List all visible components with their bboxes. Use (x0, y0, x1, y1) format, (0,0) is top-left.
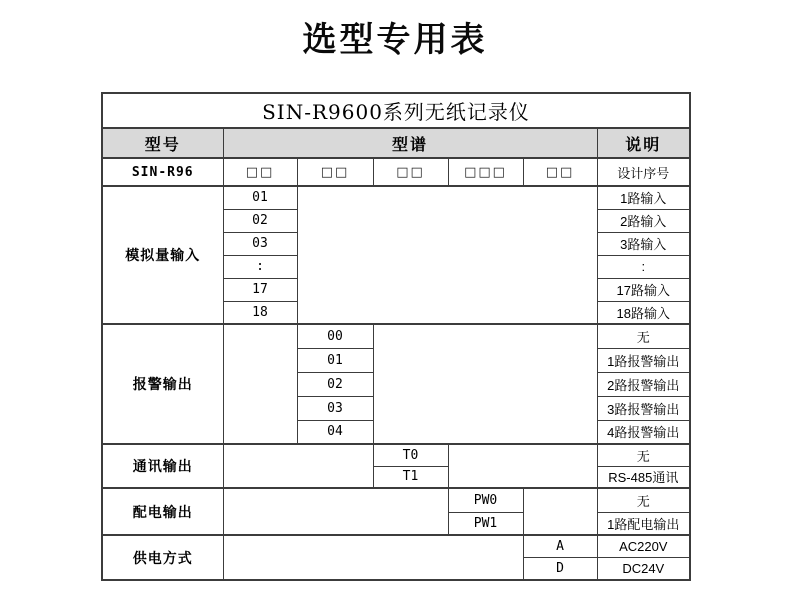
empty-spectrum-cell (223, 535, 523, 580)
code-cell: 17 (223, 278, 297, 301)
desc-cell: RS-485通讯 (597, 466, 690, 488)
desc-cell: 无 (597, 324, 690, 348)
model-code: SIN-R96 (102, 158, 223, 186)
selection-table (101, 92, 691, 581)
header-model: 型号 (102, 128, 223, 158)
spectrum-placeholder-5: □□ (523, 158, 597, 186)
desc-cell: 2路输入 (597, 209, 690, 232)
desc-cell: AC220V (597, 535, 690, 557)
desc-cell: 3路报警输出 (597, 396, 690, 420)
code-cell: PW0 (448, 488, 523, 512)
table-row (102, 186, 690, 209)
desc-cell: 无 (597, 488, 690, 512)
spectrum-placeholder-4: □□□ (448, 158, 523, 186)
section-label-comm-output: 通讯输出 (102, 444, 223, 488)
empty-spectrum-cell (223, 324, 297, 444)
code-cell: A (523, 535, 597, 557)
header-spectrum: 型谱 (223, 128, 597, 158)
section-label-power-supply: 供电方式 (102, 535, 223, 580)
empty-spectrum-cell (448, 444, 597, 488)
spectrum-placeholder-3: □□ (373, 158, 448, 186)
desc-cell: 3路输入 (597, 232, 690, 255)
code-cell: 00 (297, 324, 373, 348)
code-cell: D (523, 557, 597, 580)
desc-cell: 1路报警输出 (597, 348, 690, 372)
series-title: SIN-R9600系列无纸记录仪 (102, 93, 690, 128)
table-row (102, 93, 690, 128)
empty-spectrum-cell (373, 324, 597, 444)
desc-cell: 17路输入 (597, 278, 690, 301)
code-cell: T1 (373, 466, 448, 488)
desc-cell: 2路报警输出 (597, 372, 690, 396)
desc-cell: 1路输入 (597, 186, 690, 209)
header-description: 说明 (597, 128, 690, 158)
table-row (102, 128, 690, 158)
code-cell: 01 (223, 186, 297, 209)
desc-cell: 18路输入 (597, 301, 690, 324)
code-cell: 18 (223, 301, 297, 324)
section-label-analog-input: 模拟量输入 (102, 186, 223, 324)
section-label-alarm-output: 报警输出 (102, 324, 223, 444)
spectrum-placeholder-2: □□ (297, 158, 373, 186)
spectrum-placeholder-1: □□ (223, 158, 297, 186)
model-description: 设计序号 (597, 158, 690, 186)
desc-cell: 1路配电输出 (597, 512, 690, 535)
code-cell: 02 (223, 209, 297, 232)
code-cell: : (223, 255, 297, 278)
table-row (102, 488, 690, 512)
section-label-distribution-output: 配电输出 (102, 488, 223, 535)
code-cell: 01 (297, 348, 373, 372)
desc-cell: : (597, 255, 690, 278)
empty-spectrum-cell (223, 488, 448, 535)
desc-cell: 无 (597, 444, 690, 466)
table-row (102, 158, 690, 186)
code-cell: 03 (223, 232, 297, 255)
code-cell: 02 (297, 372, 373, 396)
code-cell: PW1 (448, 512, 523, 535)
empty-spectrum-cell (223, 444, 373, 488)
desc-cell: 4路报警输出 (597, 420, 690, 444)
empty-spectrum-cell (523, 488, 597, 535)
code-cell: T0 (373, 444, 448, 466)
desc-cell: DC24V (597, 557, 690, 580)
table-row (102, 535, 690, 557)
code-cell: 03 (297, 396, 373, 420)
page-title: 选型专用表 (302, 21, 488, 59)
code-cell: 04 (297, 420, 373, 444)
table-row (102, 324, 690, 348)
table-row (102, 444, 690, 466)
empty-spectrum-cell (297, 186, 597, 324)
